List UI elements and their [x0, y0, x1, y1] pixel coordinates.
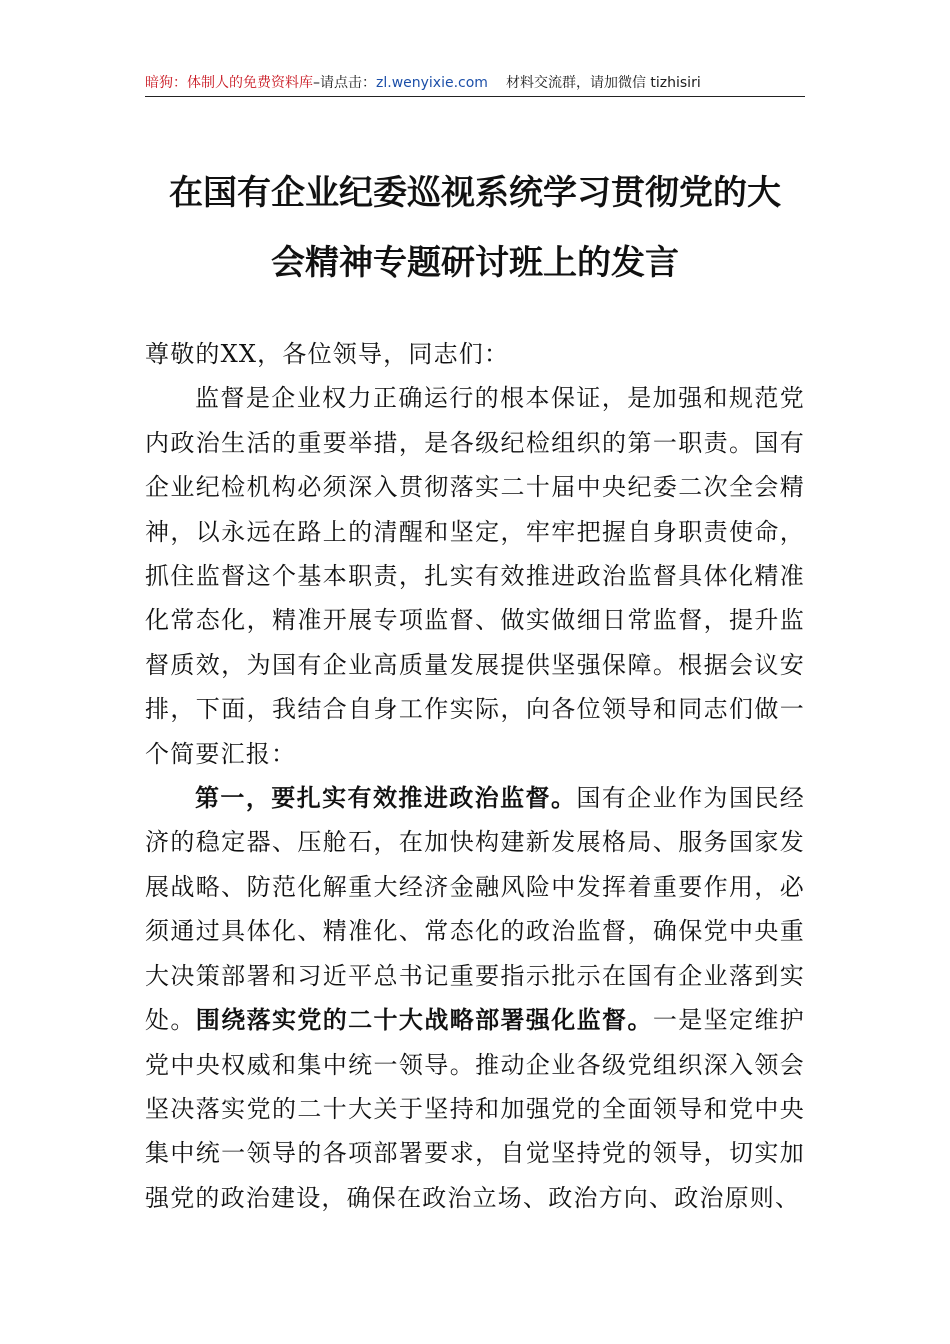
- subsection-text-1: 一是坚定维护党中央权威和集中统一领导。推动企业各级党组织深入领会坚决落实党的二十大关于坚持和加强党的全面领导和党中央集中统一领导的各项部署要求，自觉坚持党的领导，切实加强党的政治建设，确保在政治立场、政治方向、政治原则、: [145, 1006, 805, 1212]
- header-brand: 暗狗：体制人的免费资料库: [145, 75, 313, 91]
- section-heading-1: 第一，要扎实有效推进政治监督。: [195, 783, 577, 813]
- paragraph-political-supervision: [145, 776, 805, 1220]
- page-header: [145, 72, 805, 94]
- header-click-prefix: –请点击：: [313, 75, 376, 91]
- document-title: [140, 158, 810, 298]
- title-line-1: 在国有企业纪委巡视系统学习贯彻党的大: [169, 173, 781, 213]
- title-line-2: 会精神专题研讨班上的发言: [271, 243, 679, 283]
- paragraph-intro: 监督是企业权力正确运行的根本保证，是加强和规范党内政治生活的重要举措，是各级纪检组织的第一职责。国有企业纪检机构必须深入贯彻落实二十届中央纪委二次全会精神，以永远在路上的清醒和坚定，牢牢把握自身职责使命，抓住监督这个基本职责，扎实有效推进政治监督具体化精准化常态化，精准开展专项监督、做实做细日常监督，提升监督质效，为国有企业高质量发展提供坚强保障。根据会议安排，下面，我结合自身工作实际，向各位领导和同志们做一个简要汇报：: [145, 384, 805, 768]
- header-url-link[interactable]: zl.wenyixie.com: [376, 75, 488, 91]
- subsection-heading-1: 围绕落实党的二十大战略部署强化监督。: [195, 1005, 653, 1035]
- salutation: 尊敬的XX，各位领导，同志们：: [145, 340, 510, 368]
- header-group-text: 材料交流群，请加微信 tizhisiri: [505, 75, 701, 91]
- document-body: [145, 332, 805, 1220]
- header-divider: [145, 96, 805, 97]
- section-text-1: 国有企业作为国民经济的稳定器、压舱石，在加快构建新发展格局、服务国家发展战略、防范化解重大经济金融风险中发挥着重要作用，必须通过具体化、精准化、常态化的政治监督，确保党中央重大决策部署和习近平总书记重要指示批示在国有企业落到实处。: [145, 784, 805, 1035]
